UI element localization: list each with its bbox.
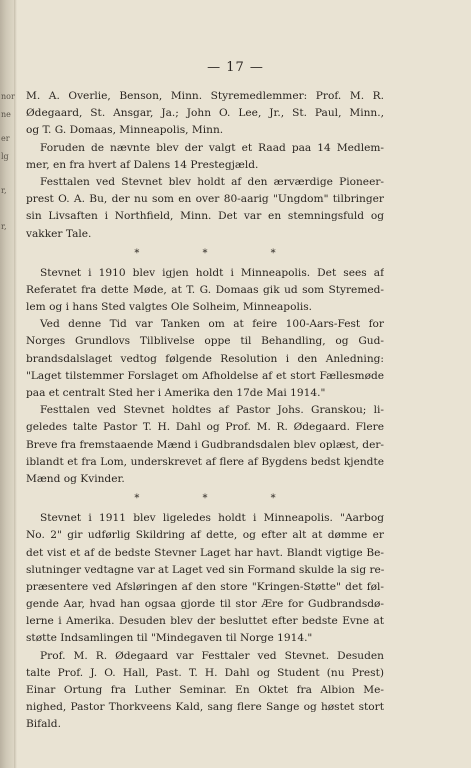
text-line: mer, en fra hvert af Dalens 14 Prestegjæld.	[26, 158, 259, 171]
text-line: "Laget tilstemmer Forslaget om Afholdelse af et stort Fællesmøde	[26, 369, 384, 382]
text-line: Einar Ortung fra Luther Seminar. En Oktet fra Albion Me-	[26, 684, 384, 696]
text-line: Ved denne Tid var Tanken om at feire 100-Aars-Fest for	[40, 318, 384, 331]
text-line: Stevnet i 1911 blev ligeledes holdt i Minneapolis. "Aarbog	[40, 512, 384, 525]
text-line: Foruden de nævnte blev der valgt et Raad paa 14 Medlem-	[40, 141, 384, 154]
section-divider: * * *	[134, 493, 306, 505]
paragraph	[26, 402, 384, 488]
text-line: No. 2" gir udførlig Skildring af dette, og efter alt at dømme er	[26, 529, 384, 542]
text-line: sin Livsaften i Northfield, Minn. Det var en stemningsfuld og	[26, 210, 384, 223]
page-text	[26, 88, 384, 734]
text-line: vakker Tale.	[26, 227, 92, 240]
paragraph	[26, 140, 384, 174]
text-line: og T. G. Domaas, Minneapolis, Minn.	[26, 124, 224, 137]
gutter-text-fragment: er	[1, 134, 10, 143]
paragraph	[26, 174, 384, 243]
text-line: brandsdalslaget vedtog følgende Resolution i den Anledning:	[26, 352, 384, 365]
paragraph	[26, 510, 384, 648]
paragraph	[26, 316, 384, 402]
text-line: Prof. M. R. Ødegaard var Festtaler ved Stevnet. Desuden	[40, 649, 384, 662]
paragraph	[26, 88, 384, 140]
text-line: prest O. A. Bu, der nu som en over 80-aarig "Ungdom" tilbringer	[26, 193, 384, 206]
paragraph	[26, 648, 384, 734]
text-line: Referatet fra dette Møde, at T. G. Domaas gik ud som Styremed-	[26, 283, 384, 296]
text-line: det vist et af de bedste Stevner Laget har havt. Blandt vigtige Be-	[26, 546, 384, 559]
text-line: Stevnet i 1910 blev igjen holdt i Minneapolis. Det sees af	[40, 266, 384, 279]
text-line: Festtalen ved Stevnet blev holdt af den ærværdige Pioneer-	[40, 175, 384, 188]
text-line: Festtalen ved Stevnet holdtes af Pastor Johs. Granskou; li-	[40, 404, 384, 417]
page-edge	[14, 0, 17, 768]
text-line: Breve fra fremstaaende Mænd i Gudbrandsdalen blev oplæst, der-	[26, 438, 384, 451]
gutter-text-fragment: nor	[1, 92, 15, 101]
paragraph	[26, 265, 384, 317]
text-line: geledes talte Pastor T. H. Dahl og Prof. M. R. Ødegaard. Flere	[26, 421, 384, 434]
text-line: Norges Grundlovs Tilblivelse oppe til Behandling, og Gud-	[26, 335, 384, 348]
text-line: Mænd og Kvinder.	[26, 472, 125, 485]
text-line: præsentere ved Afsløringen af den store "Kringen-Støtte" det føl-	[26, 580, 384, 593]
text-line: gende Aar, hvad han ogsaa gjorde til stor Ære for Gudbrandsdø-	[26, 598, 384, 611]
section-divider: * * *	[134, 247, 306, 259]
text-line: Bifald.	[26, 718, 61, 731]
text-line: Ødegaard, St. Ansgar, Ja.; John O. Lee, Jr., St. Paul, Minn.,	[26, 107, 384, 120]
text-line: paa et centralt Sted her i Amerika den 17de Mai 1914."	[26, 387, 326, 399]
text-line: M. A. Overlie, Benson, Minn. Styremedlemmer: Prof. M. R.	[26, 90, 384, 102]
gutter-text-fragment: r,	[1, 222, 7, 231]
text-line: nighed, Pastor Thorkveens Kald, sang flere Sange og høstet stort	[26, 701, 384, 714]
gutter-text-fragment: lg	[1, 152, 9, 161]
gutter-text-fragment: r,	[1, 186, 7, 195]
gutter-text-fragment: ne	[1, 110, 11, 119]
text-line: slutninger vedtagne var at Laget ved sin Formand skulde la sig re-	[26, 563, 384, 576]
text-line: lem og i hans Sted valgtes Ole Solheim, Minneapolis.	[26, 301, 313, 314]
text-line: talte Prof. J. O. Hall, Past. T. H. Dahl og Student (nu Prest)	[26, 666, 384, 679]
text-line: lerne i Amerika. Desuden blev der besluttet efter bedste Evne at	[26, 615, 384, 628]
text-line: iblandt et fra Lom, underskrevet af flere af Bygdens bedst kjendte	[26, 455, 384, 468]
page-number: — 17 —	[207, 60, 264, 75]
text-line: støtte Indsamlingen til "Mindegaven til Norge 1914."	[26, 632, 313, 645]
